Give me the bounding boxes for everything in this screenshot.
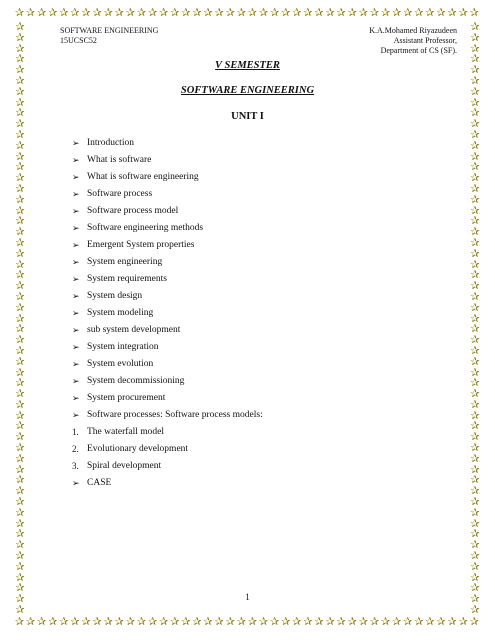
star-border-icon: ✰ xyxy=(470,409,480,422)
list-item xyxy=(72,134,263,151)
star-border-icon: ✰ xyxy=(15,377,25,390)
star-border-icon: ✰ xyxy=(15,215,25,228)
list-number: 3. xyxy=(72,461,79,472)
star-border-icon: ✰ xyxy=(247,617,258,628)
subject-title: SOFTWARE ENGINEERING xyxy=(180,85,315,96)
list-item xyxy=(72,475,263,492)
star-border-icon: ✰ xyxy=(358,617,369,628)
star-border-icon: ✰ xyxy=(447,617,457,628)
arrow-bullet-icon: ➢ xyxy=(72,273,80,284)
star-border-icon: ✰ xyxy=(181,617,191,628)
list-item-text: sub system development xyxy=(87,325,181,336)
list-item-text: System design xyxy=(87,290,143,301)
star-border-icon: ✰ xyxy=(136,8,147,19)
star-border-icon: ✰ xyxy=(470,539,480,552)
star-border-icon: ✰ xyxy=(292,617,302,628)
star-border-icon: ✰ xyxy=(15,582,25,595)
arrow-bullet-icon: ➢ xyxy=(72,222,80,233)
star-border-icon: ✰ xyxy=(392,617,402,628)
star-border-icon: ✰ xyxy=(15,64,25,77)
list-item xyxy=(72,407,263,424)
star-border-icon: ✰ xyxy=(147,8,158,19)
star-border-icon: ✰ xyxy=(470,442,480,455)
list-item xyxy=(72,270,263,287)
star-border-icon: ✰ xyxy=(236,617,247,628)
star-border-icon: ✰ xyxy=(15,53,25,66)
star-border-icon: ✰ xyxy=(15,571,25,584)
star-border-icon: ✰ xyxy=(15,431,25,444)
list-item-text: The waterfall model xyxy=(87,427,165,438)
list-number: 2. xyxy=(72,444,79,455)
star-border-icon: ✰ xyxy=(258,617,269,628)
star-border-icon: ✰ xyxy=(103,8,113,19)
list-item xyxy=(72,185,263,202)
list-item xyxy=(72,253,263,270)
star-border-icon: ✰ xyxy=(15,31,25,44)
list-item xyxy=(72,339,263,356)
star-border-icon: ✰ xyxy=(470,452,480,465)
star-border-icon: ✰ xyxy=(470,258,480,271)
star-border-icon: ✰ xyxy=(470,290,480,303)
star-border-icon: ✰ xyxy=(470,593,480,606)
list-item xyxy=(72,424,263,441)
list-item xyxy=(72,168,263,185)
arrow-bullet-icon: ➢ xyxy=(72,171,80,182)
star-border-icon: ✰ xyxy=(470,377,480,390)
star-border-icon: ✰ xyxy=(15,247,25,260)
list-item-text: Software process xyxy=(87,188,153,199)
arrow-bullet-icon: ➢ xyxy=(72,256,80,267)
star-border-icon: ✰ xyxy=(181,8,191,19)
star-border-icon: ✰ xyxy=(325,617,335,628)
topic-list xyxy=(72,134,263,492)
list-item-text: Evolutionary development xyxy=(87,444,189,455)
star-border-icon: ✰ xyxy=(470,560,480,573)
star-border-icon: ✰ xyxy=(125,617,136,628)
star-border-icon: ✰ xyxy=(403,617,413,628)
list-item xyxy=(72,236,263,253)
star-border-icon: ✰ xyxy=(15,344,25,357)
list-item-text: System procurement xyxy=(87,393,166,404)
arrow-bullet-icon: ➢ xyxy=(72,342,80,353)
star-border-icon: ✰ xyxy=(192,8,202,19)
page-number: 1 xyxy=(245,592,250,602)
star-border-icon: ✰ xyxy=(347,617,358,628)
list-item-text: CASE xyxy=(87,478,112,489)
star-border-icon: ✰ xyxy=(203,8,213,19)
star-border-icon: ✰ xyxy=(48,8,58,19)
star-border-icon: ✰ xyxy=(15,485,25,498)
star-border-icon: ✰ xyxy=(414,617,424,628)
star-border-icon: ✰ xyxy=(281,8,291,19)
list-item xyxy=(72,151,263,168)
star-border-icon: ✰ xyxy=(470,269,480,282)
star-border-icon: ✰ xyxy=(247,8,258,19)
star-border-icon: ✰ xyxy=(470,64,480,77)
star-border-icon: ✰ xyxy=(470,161,480,174)
star-border-icon: ✰ xyxy=(15,604,25,616)
star-border-icon: ✰ xyxy=(114,8,125,19)
star-border-icon: ✰ xyxy=(15,128,25,141)
star-border-icon: ✰ xyxy=(425,8,435,19)
star-border-icon: ✰ xyxy=(114,617,125,628)
star-border-icon: ✰ xyxy=(470,215,480,228)
arrow-bullet-icon: ➢ xyxy=(72,478,80,489)
star-border-icon: ✰ xyxy=(203,617,213,628)
star-border-icon: ✰ xyxy=(103,617,113,628)
star-border-icon: ✰ xyxy=(403,8,413,19)
star-border-icon: ✰ xyxy=(392,8,402,19)
list-item-text: Emergent System properties xyxy=(87,239,195,250)
star-border-icon: ✰ xyxy=(225,8,236,19)
star-border-icon: ✰ xyxy=(25,8,36,19)
list-number: 1. xyxy=(72,427,79,438)
star-border-icon: ✰ xyxy=(15,496,25,509)
star-border-icon: ✰ xyxy=(225,617,236,628)
star-border-icon: ✰ xyxy=(25,617,36,628)
author-role: Assistant Professor, xyxy=(393,36,457,45)
star-border-icon: ✰ xyxy=(15,366,25,379)
star-border-icon: ✰ xyxy=(470,96,480,109)
list-item-text: Introduction xyxy=(87,137,134,148)
star-border-icon: ✰ xyxy=(470,398,480,411)
star-border-icon: ✰ xyxy=(425,617,435,628)
star-border-icon: ✰ xyxy=(470,53,480,66)
star-border-icon: ✰ xyxy=(347,8,358,19)
author-name: K.A.Mohamed Riyazudeen xyxy=(369,26,457,35)
star-border-icon: ✰ xyxy=(470,139,480,152)
star-border-icon: ✰ xyxy=(470,496,480,509)
star-border-icon: ✰ xyxy=(470,150,480,163)
star-border-icon: ✰ xyxy=(92,8,102,19)
star-border-icon: ✰ xyxy=(15,280,25,293)
star-border-icon: ✰ xyxy=(15,118,25,131)
author-department: Department of CS (SF). xyxy=(380,46,457,55)
star-border-icon: ✰ xyxy=(15,161,25,174)
page-border-top xyxy=(14,8,481,20)
star-border-icon: ✰ xyxy=(15,323,25,336)
course-name: SOFTWARE ENGINEERING xyxy=(60,26,159,35)
star-border-icon: ✰ xyxy=(81,8,91,19)
star-border-icon: ✰ xyxy=(470,344,480,357)
arrow-bullet-icon: ➢ xyxy=(72,325,80,336)
star-border-icon: ✰ xyxy=(470,431,480,444)
star-border-icon: ✰ xyxy=(470,172,480,185)
star-border-icon: ✰ xyxy=(470,107,480,120)
star-border-icon: ✰ xyxy=(436,617,446,628)
star-border-icon: ✰ xyxy=(170,8,180,19)
star-border-icon: ✰ xyxy=(15,172,25,185)
star-border-icon: ✰ xyxy=(15,550,25,563)
star-border-icon: ✰ xyxy=(470,182,480,195)
star-border-icon: ✰ xyxy=(470,420,480,433)
star-border-icon: ✰ xyxy=(170,617,180,628)
list-item xyxy=(72,322,263,339)
unit-heading: UNIT I xyxy=(231,111,264,122)
star-border-icon: ✰ xyxy=(159,617,169,628)
star-border-icon: ✰ xyxy=(470,355,480,368)
star-border-icon: ✰ xyxy=(159,8,169,19)
star-border-icon: ✰ xyxy=(59,617,69,628)
star-border-icon: ✰ xyxy=(258,8,269,19)
list-item xyxy=(72,356,263,373)
star-border-icon: ✰ xyxy=(470,550,480,563)
star-border-icon: ✰ xyxy=(470,506,480,519)
star-border-icon: ✰ xyxy=(303,617,313,628)
star-border-icon: ✰ xyxy=(15,96,25,109)
list-item xyxy=(72,304,263,321)
star-border-icon: ✰ xyxy=(70,617,80,628)
star-border-icon: ✰ xyxy=(470,485,480,498)
star-border-icon: ✰ xyxy=(380,617,391,628)
star-border-icon: ✰ xyxy=(292,8,302,19)
star-border-icon: ✰ xyxy=(269,617,280,628)
star-border-icon: ✰ xyxy=(15,452,25,465)
star-border-icon: ✰ xyxy=(470,22,480,33)
star-border-icon: ✰ xyxy=(470,323,480,336)
star-border-icon: ✰ xyxy=(14,8,25,19)
star-border-icon: ✰ xyxy=(470,528,480,541)
star-border-icon: ✰ xyxy=(436,8,446,19)
star-border-icon: ✰ xyxy=(470,301,480,314)
semester-title: V SEMESTER xyxy=(215,60,280,71)
arrow-bullet-icon: ➢ xyxy=(72,154,80,165)
course-code: 15UCSC52 xyxy=(60,36,97,45)
star-border-icon: ✰ xyxy=(15,74,25,87)
star-border-icon: ✰ xyxy=(15,398,25,411)
star-border-icon: ✰ xyxy=(15,388,25,401)
list-item xyxy=(72,219,263,236)
list-item xyxy=(72,458,263,475)
list-item-text: System requirements xyxy=(87,273,167,284)
header-right xyxy=(369,26,457,56)
star-border-icon: ✰ xyxy=(336,617,346,628)
star-border-icon: ✰ xyxy=(15,301,25,314)
star-border-icon: ✰ xyxy=(470,474,480,487)
list-item xyxy=(72,390,263,407)
star-border-icon: ✰ xyxy=(414,8,424,19)
star-border-icon: ✰ xyxy=(81,617,91,628)
arrow-bullet-icon: ➢ xyxy=(72,307,80,318)
star-border-icon: ✰ xyxy=(15,204,25,217)
star-border-icon: ✰ xyxy=(469,617,480,628)
star-border-icon: ✰ xyxy=(470,463,480,476)
star-border-icon: ✰ xyxy=(470,366,480,379)
star-border-icon: ✰ xyxy=(470,604,480,616)
star-border-icon: ✰ xyxy=(15,42,25,55)
list-item xyxy=(72,373,263,390)
star-border-icon: ✰ xyxy=(15,226,25,239)
star-border-icon: ✰ xyxy=(470,74,480,87)
star-border-icon: ✰ xyxy=(447,8,457,19)
arrow-bullet-icon: ➢ xyxy=(72,205,80,216)
star-border-icon: ✰ xyxy=(314,8,324,19)
star-border-icon: ✰ xyxy=(136,617,147,628)
star-border-icon: ✰ xyxy=(469,8,480,19)
star-border-icon: ✰ xyxy=(125,8,136,19)
star-border-icon: ✰ xyxy=(15,442,25,455)
list-item-text: What is software xyxy=(87,154,152,165)
star-border-icon: ✰ xyxy=(470,226,480,239)
star-border-icon: ✰ xyxy=(15,506,25,519)
star-border-icon: ✰ xyxy=(369,617,380,628)
star-border-icon: ✰ xyxy=(15,560,25,573)
star-border-icon: ✰ xyxy=(15,355,25,368)
star-border-icon: ✰ xyxy=(15,139,25,152)
list-item xyxy=(72,441,263,458)
star-border-icon: ✰ xyxy=(15,420,25,433)
star-border-icon: ✰ xyxy=(369,8,380,19)
star-border-icon: ✰ xyxy=(15,528,25,541)
star-border-icon: ✰ xyxy=(470,236,480,249)
star-border-icon: ✰ xyxy=(15,463,25,476)
list-item xyxy=(72,202,263,219)
star-border-icon: ✰ xyxy=(458,8,468,19)
star-border-icon: ✰ xyxy=(358,8,369,19)
star-border-icon: ✰ xyxy=(37,617,47,628)
star-border-icon: ✰ xyxy=(15,290,25,303)
star-border-icon: ✰ xyxy=(59,8,69,19)
star-border-icon: ✰ xyxy=(15,182,25,195)
star-border-icon: ✰ xyxy=(15,409,25,422)
star-border-icon: ✰ xyxy=(37,8,47,19)
star-border-icon: ✰ xyxy=(15,193,25,206)
star-border-icon: ✰ xyxy=(470,193,480,206)
star-border-icon: ✰ xyxy=(92,617,102,628)
arrow-bullet-icon: ➢ xyxy=(72,188,80,199)
star-border-icon: ✰ xyxy=(15,258,25,271)
star-border-icon: ✰ xyxy=(214,617,224,628)
star-border-icon: ✰ xyxy=(470,388,480,401)
arrow-bullet-icon: ➢ xyxy=(72,290,80,301)
list-item-text: System modeling xyxy=(87,307,154,318)
star-border-icon: ✰ xyxy=(15,269,25,282)
star-border-icon: ✰ xyxy=(470,247,480,260)
list-item-text: Software processes: Software process models: xyxy=(87,410,263,421)
star-border-icon: ✰ xyxy=(470,31,480,44)
list-item-text: System integration xyxy=(87,342,159,353)
star-border-icon: ✰ xyxy=(214,8,224,19)
star-border-icon: ✰ xyxy=(15,236,25,249)
star-border-icon: ✰ xyxy=(15,539,25,552)
list-item-text: Spiral development xyxy=(87,461,162,472)
star-border-icon: ✰ xyxy=(70,8,80,19)
list-item-text: Software process model xyxy=(87,205,179,216)
list-item xyxy=(72,287,263,304)
star-border-icon: ✰ xyxy=(15,312,25,325)
arrow-bullet-icon: ➢ xyxy=(72,239,80,250)
arrow-bullet-icon: ➢ xyxy=(72,376,80,387)
star-border-icon: ✰ xyxy=(192,617,202,628)
star-border-icon: ✰ xyxy=(470,85,480,98)
star-border-icon: ✰ xyxy=(281,617,291,628)
list-item-text: System engineering xyxy=(87,256,163,267)
star-border-icon: ✰ xyxy=(236,8,247,19)
star-border-icon: ✰ xyxy=(303,8,313,19)
star-border-icon: ✰ xyxy=(15,22,25,33)
arrow-bullet-icon: ➢ xyxy=(72,359,80,370)
star-border-icon: ✰ xyxy=(147,617,158,628)
list-item-text: System decommissioning xyxy=(87,376,185,387)
star-border-icon: ✰ xyxy=(15,150,25,163)
header-left xyxy=(60,26,158,46)
star-border-icon: ✰ xyxy=(470,334,480,347)
star-border-icon: ✰ xyxy=(15,517,25,530)
star-border-icon: ✰ xyxy=(14,617,25,628)
star-border-icon: ✰ xyxy=(470,571,480,584)
star-border-icon: ✰ xyxy=(336,8,346,19)
star-border-icon: ✰ xyxy=(15,474,25,487)
star-border-icon: ✰ xyxy=(470,517,480,530)
star-border-icon: ✰ xyxy=(269,8,280,19)
star-border-icon: ✰ xyxy=(470,42,480,55)
star-border-icon: ✰ xyxy=(15,107,25,120)
star-border-icon: ✰ xyxy=(470,312,480,325)
arrow-bullet-icon: ➢ xyxy=(72,137,80,148)
star-border-icon: ✰ xyxy=(458,617,468,628)
star-border-icon: ✰ xyxy=(15,334,25,347)
star-border-icon: ✰ xyxy=(470,582,480,595)
star-border-icon: ✰ xyxy=(470,128,480,141)
star-border-icon: ✰ xyxy=(470,118,480,131)
arrow-bullet-icon: ➢ xyxy=(72,410,80,421)
star-border-icon: ✰ xyxy=(314,617,324,628)
star-border-icon: ✰ xyxy=(15,593,25,606)
star-border-icon: ✰ xyxy=(470,204,480,217)
page-border-bottom xyxy=(14,617,481,629)
list-item-text: Software engineering methods xyxy=(87,222,204,233)
star-border-icon: ✰ xyxy=(15,85,25,98)
list-item-text: System evolution xyxy=(87,359,154,370)
star-border-icon: ✰ xyxy=(325,8,335,19)
list-item-text: What is software engineering xyxy=(87,171,199,182)
star-border-icon: ✰ xyxy=(470,280,480,293)
arrow-bullet-icon: ➢ xyxy=(72,393,80,404)
star-border-icon: ✰ xyxy=(48,617,58,628)
star-border-icon: ✰ xyxy=(380,8,391,19)
